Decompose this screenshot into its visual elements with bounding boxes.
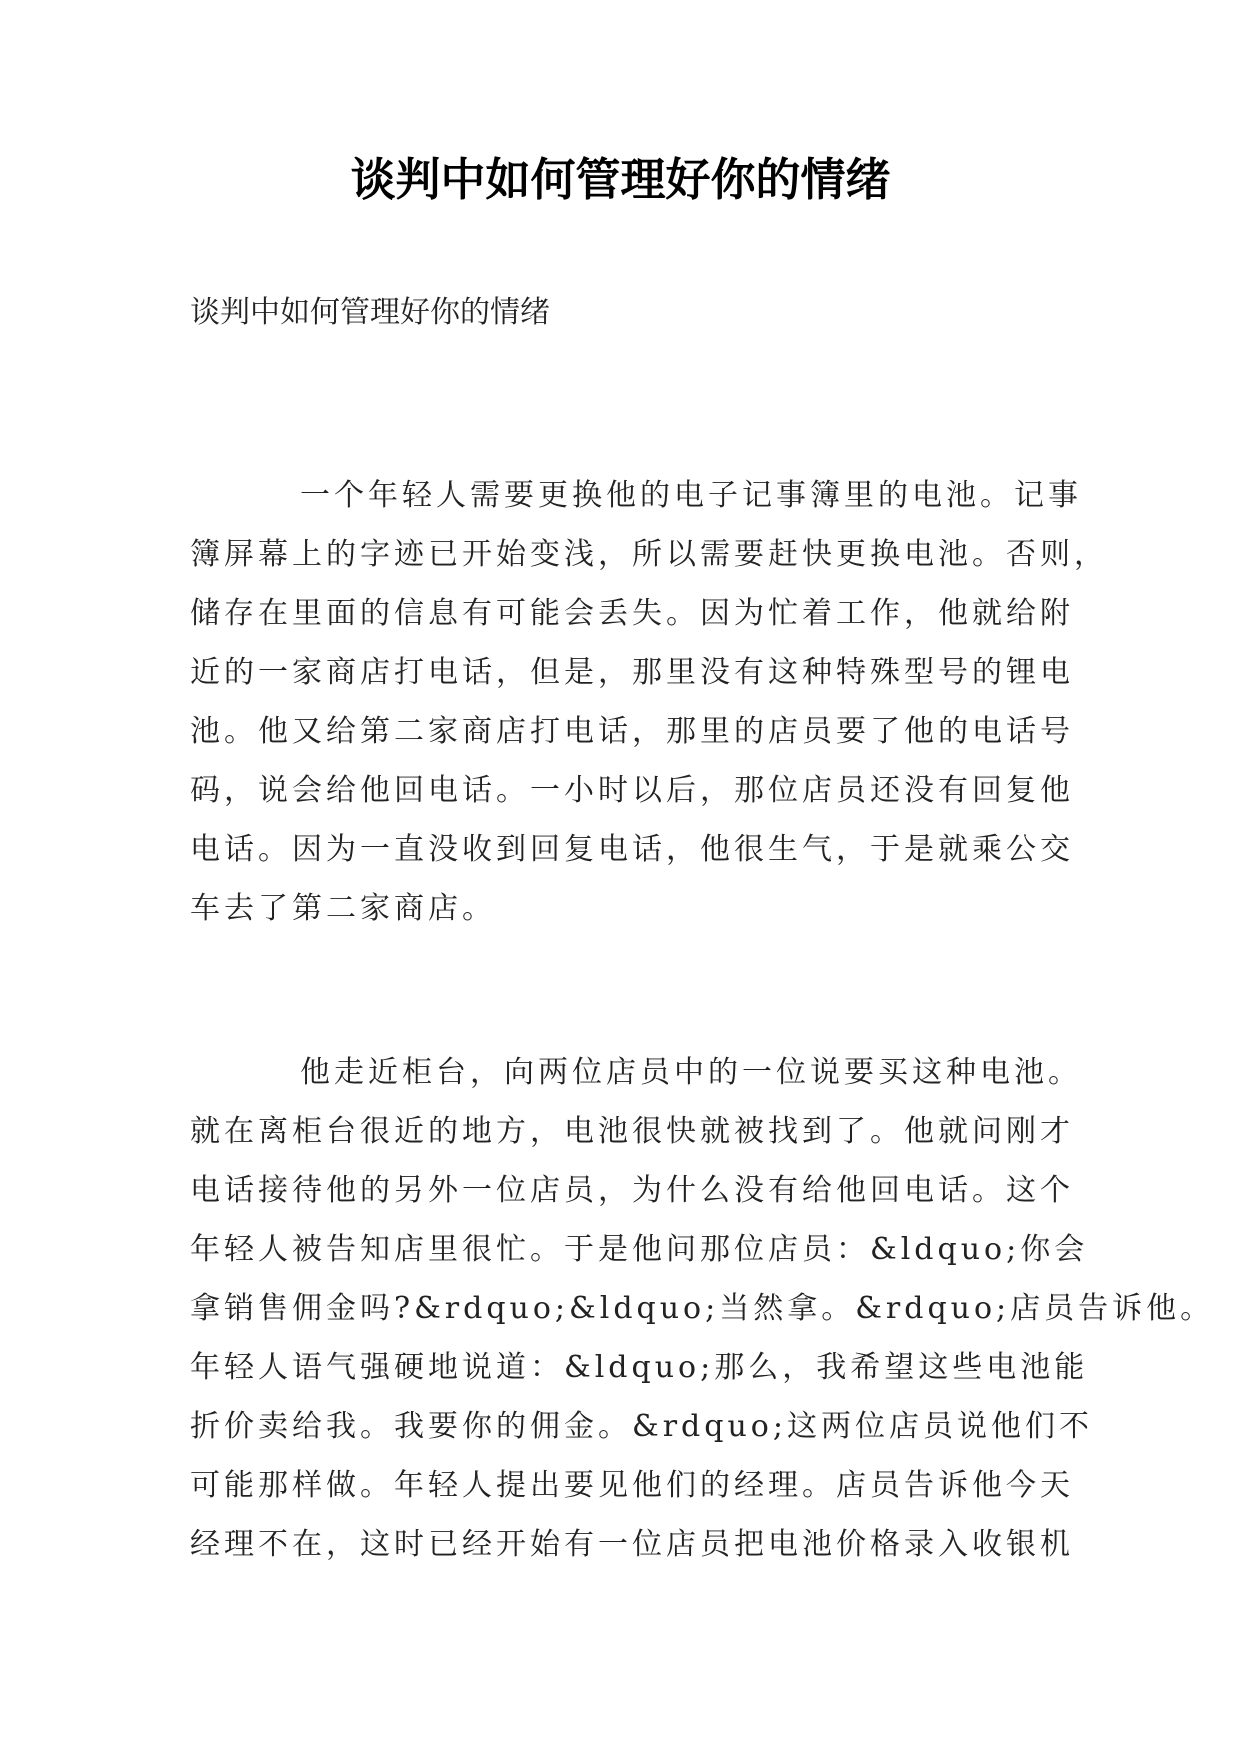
paragraph-line: 簿屏幕上的字迹已开始变浅，所以需要赶快更换电池。否则，	[190, 537, 1108, 572]
document-title: 谈判中如何管理好你的情绪	[350, 153, 891, 206]
paragraph-1	[190, 466, 1108, 938]
paragraph-line: 近的一家商店打电话，但是，那里没有这种特殊型号的锂电	[190, 655, 1074, 690]
paragraph-line: 就在离柜台很近的地方，电池很快就被找到了。他就问刚才	[190, 1114, 1074, 1149]
paragraph-line: 池。他又给第二家商店打电话，那里的店员要了他的电话号	[190, 714, 1074, 749]
paragraph-line: 车去了第二家商店。	[190, 891, 496, 926]
paragraph-line: 电话接待他的另外一位店员，为什么没有给他回电话。这个	[190, 1173, 1074, 1208]
paragraph-line: 可能那样做。年轻人提出要见他们的经理。店员告诉他今天	[190, 1468, 1074, 1503]
paragraph-line: 一个年轻人需要更换他的电子记事簿里的电池。记事	[300, 478, 1082, 513]
paragraph-line: 拿销售佣金吗?&rdquo;&ldquo;当然拿。&rdquo;店员告诉他。	[190, 1291, 1215, 1326]
paragraph-line: 经理不在，这时已经开始有一位店员把电池价格录入收银机	[190, 1527, 1074, 1562]
paragraph-2	[190, 1043, 1215, 1574]
paragraph-line: 储存在里面的信息有可能会丢失。因为忙着工作，他就给附	[190, 596, 1074, 631]
paragraph-line: 码，说会给他回电话。一小时以后，那位店员还没有回复他	[190, 773, 1074, 808]
paragraph-line: 电话。因为一直没收到回复电话，他很生气，于是就乘公交	[190, 832, 1074, 867]
paragraph-line: 年轻人被告知店里很忙。于是他问那位店员：&ldquo;你会	[190, 1232, 1089, 1267]
document-subtitle: 谈判中如何管理好你的情绪	[190, 295, 550, 330]
paragraph-line: 折价卖给我。我要你的佣金。&rdquo;这两位店员说他们不	[190, 1409, 1093, 1444]
paragraph-line: 他走近柜台，向两位店员中的一位说要买这种电池。	[300, 1055, 1082, 1090]
paragraph-line: 年轻人语气强硬地说道：&ldquo;那么，我希望这些电池能	[190, 1350, 1089, 1385]
